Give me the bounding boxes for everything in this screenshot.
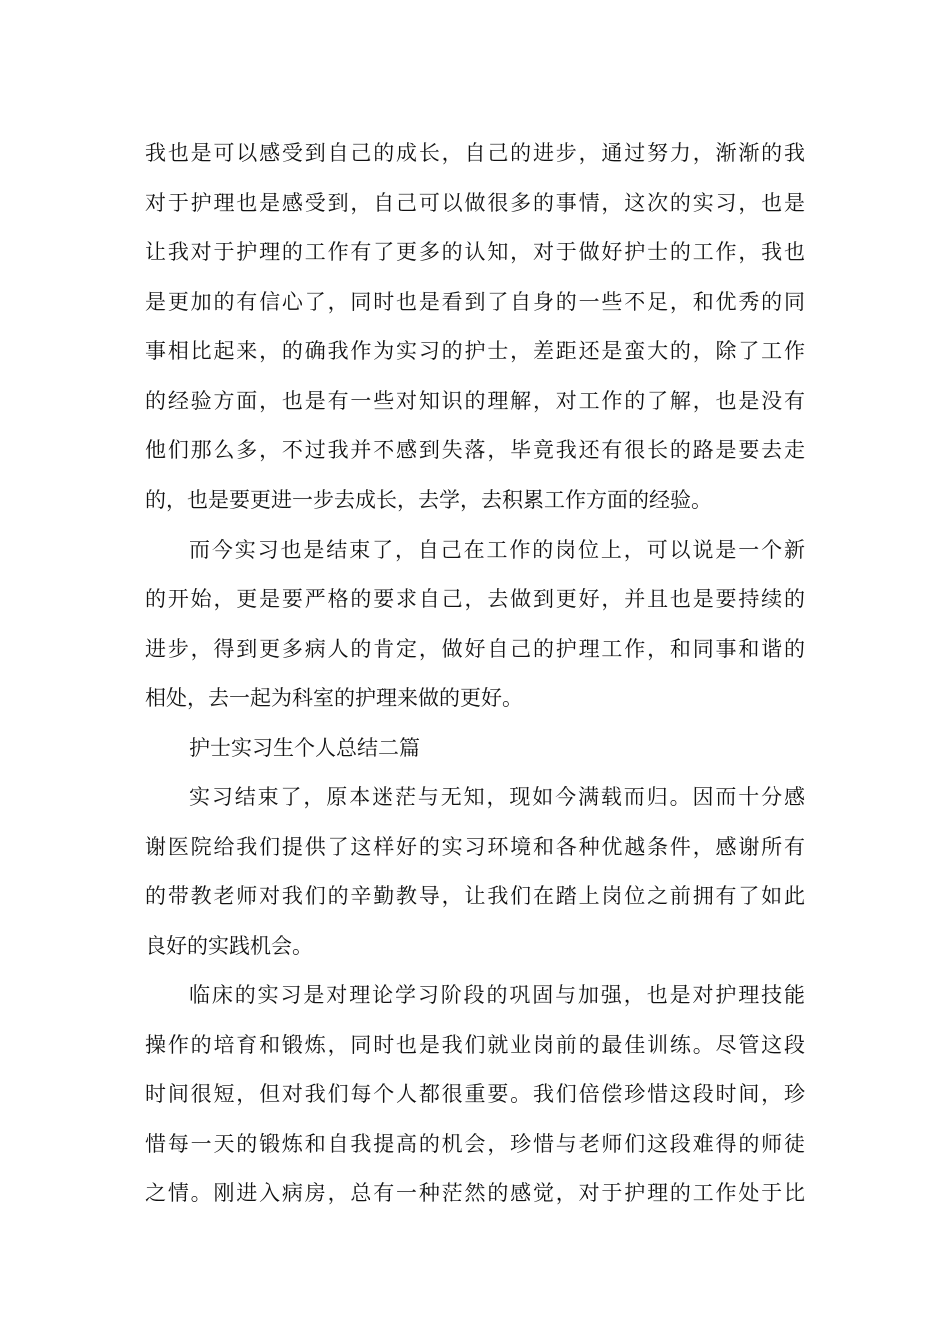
text-line: 他们那么多，不过我并不感到失落，毕竟我还有很长的路是要去走	[145, 438, 805, 462]
text-line: 的带教老师对我们的辛勤教导，让我们在踏上岗位之前拥有了如此	[145, 884, 805, 908]
text-line: 对于护理也是感受到，自己可以做很多的事情，这次的实习，也是	[145, 191, 805, 215]
text-line: 良好的实践机会。	[145, 934, 313, 958]
text-line: 惜每一天的锻炼和自我提高的机会，珍惜与老师们这段难得的师徒	[145, 1132, 805, 1156]
text-line: 进步，得到更多病人的肯定，做好自己的护理工作，和同事和谐的	[145, 637, 805, 661]
text-line: 之情。刚进入病房，总有一种茫然的感觉，对于护理的工作处于比	[145, 1181, 805, 1205]
text-line: 是更加的有信心了，同时也是看到了自身的一些不足，和优秀的同	[145, 290, 805, 314]
paragraph-first-line: 实习结束了，原本迷茫与无知，现如今满载而归。因而十分感	[189, 785, 805, 809]
text-line: 的经验方面，也是有一些对知识的理解，对工作的了解，也是没有	[145, 389, 805, 413]
text-line: 的，也是要更进一步去成长，去学，去积累工作方面的经验。	[145, 488, 712, 512]
text-line: 的开始，更是要严格的要求自己，去做到更好，并且也是要持续的	[145, 587, 805, 611]
text-line: 让我对于护理的工作有了更多的认知，对于做好护士的工作，我也	[145, 240, 805, 264]
text-line: 我也是可以感受到自己的成长，自己的进步，通过努力，渐渐的我	[145, 141, 805, 165]
text-line: 操作的培育和锻炼，同时也是我们就业岗前的最佳训练。尽管这段	[145, 1033, 805, 1057]
text-line: 事相比起来，的确我作为实习的护士，差距还是蛮大的，除了工作	[145, 339, 805, 363]
paragraph-first-line: 而今实习也是结束了，自己在工作的岗位上，可以说是一个新	[189, 538, 805, 562]
section-heading: 护士实习生个人总结二篇	[189, 736, 420, 760]
paragraph-first-line: 临床的实习是对理论学习阶段的巩固与加强，也是对护理技能	[189, 983, 805, 1007]
text-line: 谢医院给我们提供了这样好的实习环境和各种优越条件，感谢所有	[145, 835, 805, 859]
text-line: 时间很短，但对我们每个人都很重要。我们倍偿珍惜这段时间，珍	[145, 1082, 805, 1106]
text-line: 相处，去一起为科室的护理来做的更好。	[145, 686, 523, 710]
